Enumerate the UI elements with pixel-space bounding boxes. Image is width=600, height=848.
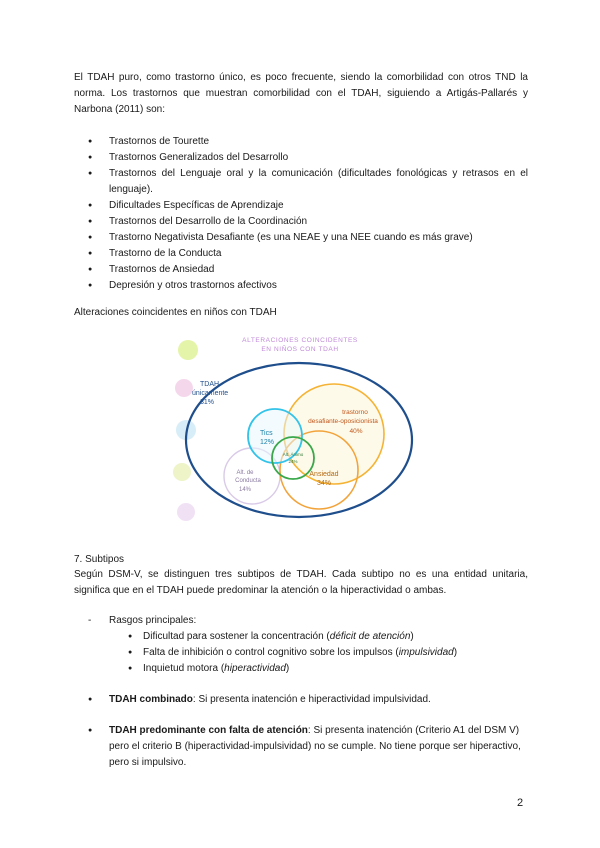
list-item: ● Inquietud motora (hiperactividad) xyxy=(74,661,528,677)
list-item: ● Dificultad para sostener la concentración (déficit de atención) xyxy=(74,629,528,645)
decor-dot xyxy=(177,503,195,521)
oppositional-label: trastorno xyxy=(342,409,368,416)
list-item: ● Falta de inhibición o control cognitivo sobre los impulsos (impulsividad) xyxy=(74,645,528,661)
page-number: 2 xyxy=(517,797,524,809)
tics-label: Tics xyxy=(260,430,273,437)
subtype-inattentive-title: TDAH predominante con falta de atención xyxy=(109,725,308,736)
comorbidity-venn-diagram xyxy=(172,330,422,530)
conduct-label: Alt. de xyxy=(236,470,254,476)
decor-dot xyxy=(178,340,198,360)
list-item: ● Trastornos de Tourette xyxy=(74,134,528,150)
conduct-value: 14% xyxy=(238,487,252,493)
subtype-combined-text: : Si presenta inatención e hiperactividad impulsividad. xyxy=(192,694,431,705)
list-item: ● Trastornos de Ansiedad xyxy=(74,262,528,278)
comorbidity-list xyxy=(74,134,528,294)
list-item: ● Depresión y otros trastornos afectivos xyxy=(74,278,528,294)
decor-dot xyxy=(175,379,193,397)
section-title: 7. Subtipos xyxy=(74,554,125,565)
subtypes-paragraph: Según DSM-V, se distinguen tres subtipos de TDAH. Cada subtipo no es una entidad unitaria, significa que en el TDAH puede predominar la atención o la hiperactividad o ambas. xyxy=(74,569,528,596)
decor-dot xyxy=(173,463,191,481)
tdah-label: TDAH xyxy=(200,381,220,388)
list-item: ● Trastorno de la Conducta xyxy=(74,246,528,262)
traits-heading xyxy=(74,613,528,629)
oppositional-value: 40% xyxy=(349,428,363,435)
list-item: ● Trastornos Generalizados del Desarrollo xyxy=(74,150,528,166)
list-item: ● Dificultades Específicas de Aprendizaje xyxy=(74,198,528,214)
diagram-title-line2: EN NIÑOS CON TDAH xyxy=(261,346,339,353)
mood-label: Alt. Ánimo xyxy=(282,452,304,457)
diagram-title-line1: ALTERACIONES COINCIDENTES xyxy=(242,337,358,344)
tdah-label-sub: únicamente xyxy=(192,390,229,397)
tdah-value: 31% xyxy=(200,399,215,406)
oppositional-label-sub: desafiante-oposicionista xyxy=(308,418,378,425)
subtype-combined: ● TDAH combinado: Si presenta inatención e hiperactividad impulsividad. xyxy=(88,694,431,705)
mood-value: 24% xyxy=(288,459,298,464)
conduct-label-sub: Conducta xyxy=(235,478,261,484)
traits-list xyxy=(74,629,528,677)
dash-marker: - xyxy=(88,615,92,626)
list-item: ● Trastornos del Desarrollo de la Coordinación xyxy=(74,214,528,230)
list-item: ● Trastorno Negativista Desafiante (es una NEAE y una NEE cuando es más grave) xyxy=(74,230,528,246)
anxiety-value: 34% xyxy=(316,480,332,487)
subtype-combined-title: TDAH combinado xyxy=(109,694,193,705)
figure-caption: Alteraciones coincidentes en niños con TDAH xyxy=(74,307,277,318)
list-item: ● Trastornos del Lenguaje oral y la comunicación (dificultades fonológicas y retrasos en el lenguaje). xyxy=(74,166,528,198)
intro-paragraph: El TDAH puro, como trastorno único, es poco frecuente, siendo la comorbilidad con otros TND la norma. Los trastornos que muestran comorbilidad con el TDAH, siguiendo a Artigás-Pallarés y Narbona (2011) son: xyxy=(74,72,528,115)
tics-value: 12% xyxy=(260,439,275,446)
subtype-inattentive-text: : Si presenta inatención (Criterio A1 del DSM V) pero el criterio B (hiperactividad-impulsividad) no se cumple. No tiene porque ser hiperactivo, pero si impulsivo. xyxy=(109,725,521,768)
anxiety-label: Ansiedad xyxy=(309,471,339,478)
traits-heading-text: Rasgos principales: xyxy=(109,615,197,626)
subtype-inattentive: ● TDAH predominante con falta de atención: Si presenta inatención (Criterio A1 del DSM V) pero el criterio B (hiperactividad-impulsividad) no se cumple. No tiene porque ser hiperactivo, pero si impulsivo. xyxy=(88,725,521,768)
